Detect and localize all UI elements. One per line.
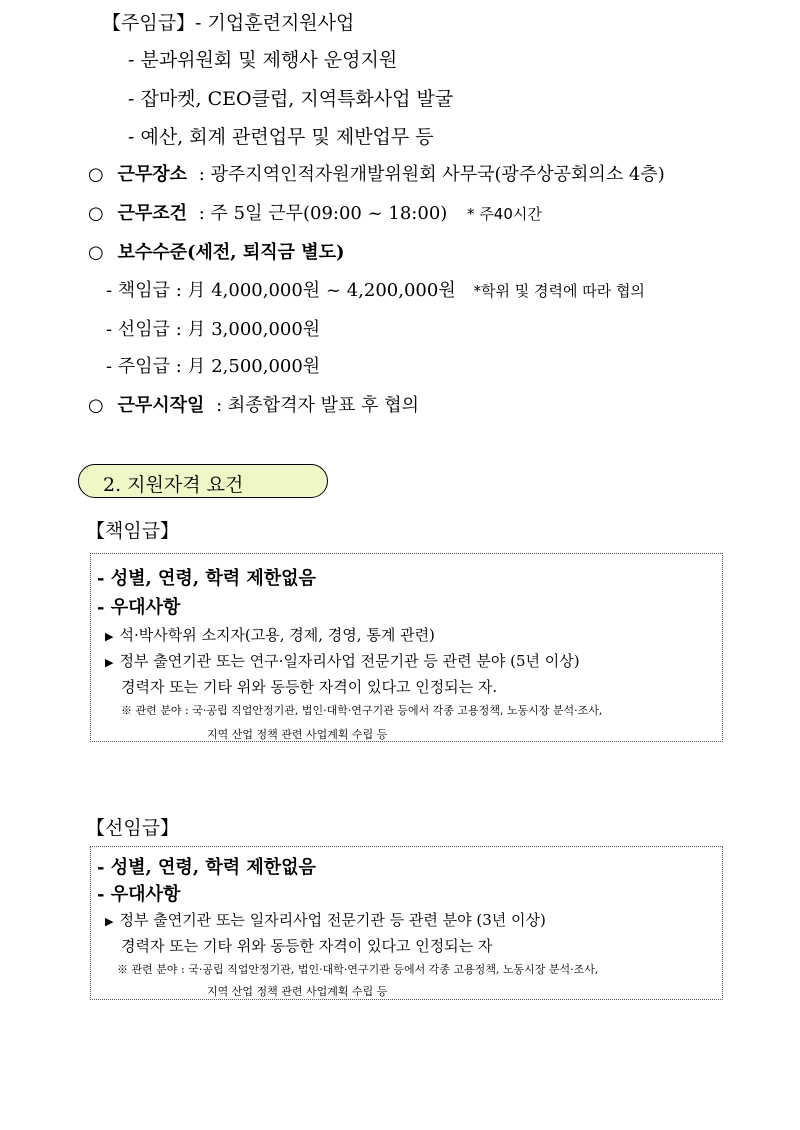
hours-row [88,199,542,225]
circle-icon: ○ [88,395,104,416]
lead-bullet-degree-text: 석·박사학위 소지자(고용, 경제, 경영, 통계 관련) [119,626,435,644]
triangle-right-icon: ▶ [105,656,114,669]
junior-duty-item: - 예산, 회계 관련업무 및 제반업무 등 [128,126,434,148]
circle-icon: ○ [88,164,104,185]
start-value: : 최종합격자 발표 후 협의 [216,395,419,416]
salary-label: 보수수준(세전, 퇴직금 별도) [117,242,345,263]
senior-bullet-experience-cont: 경력자 또는 기타 위와 동등한 자격이 있다고 인정되는 자 [121,937,493,955]
salary-item-senior: - 선임급 : 月 3,000,000원 [106,319,321,340]
senior-heading: 【선임급】 [86,817,180,839]
senior-bullet-experience-text: 정부 출연기관 또는 일자리사업 전문기관 등 관련 분야 (3년 이상) [119,911,546,929]
start-label: 근무시작일 [117,395,205,416]
lead-heading: 【책임급】 [86,520,180,542]
triangle-right-icon: ▶ [105,630,114,643]
junior-duties-header: 【주임급】- 기업훈련지원사업 [102,12,355,34]
salary-item-junior: - 주임급 : 月 2,500,000원 [106,356,321,377]
start-row [88,391,419,417]
junior-duty-item: - 잡마켓, CEO클럽, 지역특화사업 발굴 [128,88,454,110]
circle-icon: ○ [88,242,104,263]
workplace-label: 근무장소 [117,164,188,185]
salary-item-lead [106,276,645,302]
section-2-title-pill [78,464,328,498]
senior-line-restriction: - 성별, 연령, 학력 제한없음 [97,857,316,878]
lead-requirements-box [90,553,723,742]
senior-bullet-experience [105,909,546,930]
senior-requirements-box [90,846,723,1000]
lead-bullet-experience [105,650,580,671]
senior-line-preferred: - 우대사항 [97,884,181,905]
hours-value: : 주 5일 근무(09:00 ~ 18:00) [198,203,448,224]
senior-note-line1: ※ 관련 분야 : 국·공립 직업안정기관, 법인·대학·연구기관 등에서 각종 고용정책, 노동시장 분석·조사, [117,963,599,976]
salary-item-note: *학위 및 경력에 따라 협의 [473,282,645,300]
salary-item-text: - 책임급 : 月 4,000,000원 ~ 4,200,000원 [106,280,456,301]
lead-note-line1: ※ 관련 분야 : 국·공립 직업안정기관, 법인·대학·연구기관 등에서 각종 고용정책, 노동시장 분석·조사, [121,704,603,717]
triangle-right-icon: ▶ [105,915,114,928]
workplace-value: : 광주지역인적자원개발위원회 사무국(광주상공회의소 4층) [198,164,665,185]
lead-bullet-degree [105,624,435,645]
hours-note: * 주40시간 [467,205,542,223]
workplace-row [88,160,665,186]
hours-label: 근무조건 [117,203,188,224]
lead-bullet-experience-cont: 경력자 또는 기타 위와 동등한 자격이 있다고 인정되는 자. [121,678,498,696]
lead-note-line2: 지역 산업 정책 관련 사업계획 수립 등 [207,728,388,741]
lead-bullet-experience-text: 정부 출연기관 또는 연구·일자리사업 전문기관 등 관련 분야 (5년 이상) [119,652,580,670]
junior-duty-item: - 분과위원회 및 제행사 운영지원 [128,49,398,71]
section-2-title: 2. 지원자격 요건 [103,474,244,496]
senior-note-line2: 지역 산업 정책 관련 사업계획 수립 등 [207,985,388,998]
lead-line-restriction: - 성별, 연령, 학력 제한없음 [97,568,316,589]
circle-icon: ○ [88,203,104,224]
lead-line-preferred: - 우대사항 [97,597,181,618]
salary-row [88,238,345,264]
